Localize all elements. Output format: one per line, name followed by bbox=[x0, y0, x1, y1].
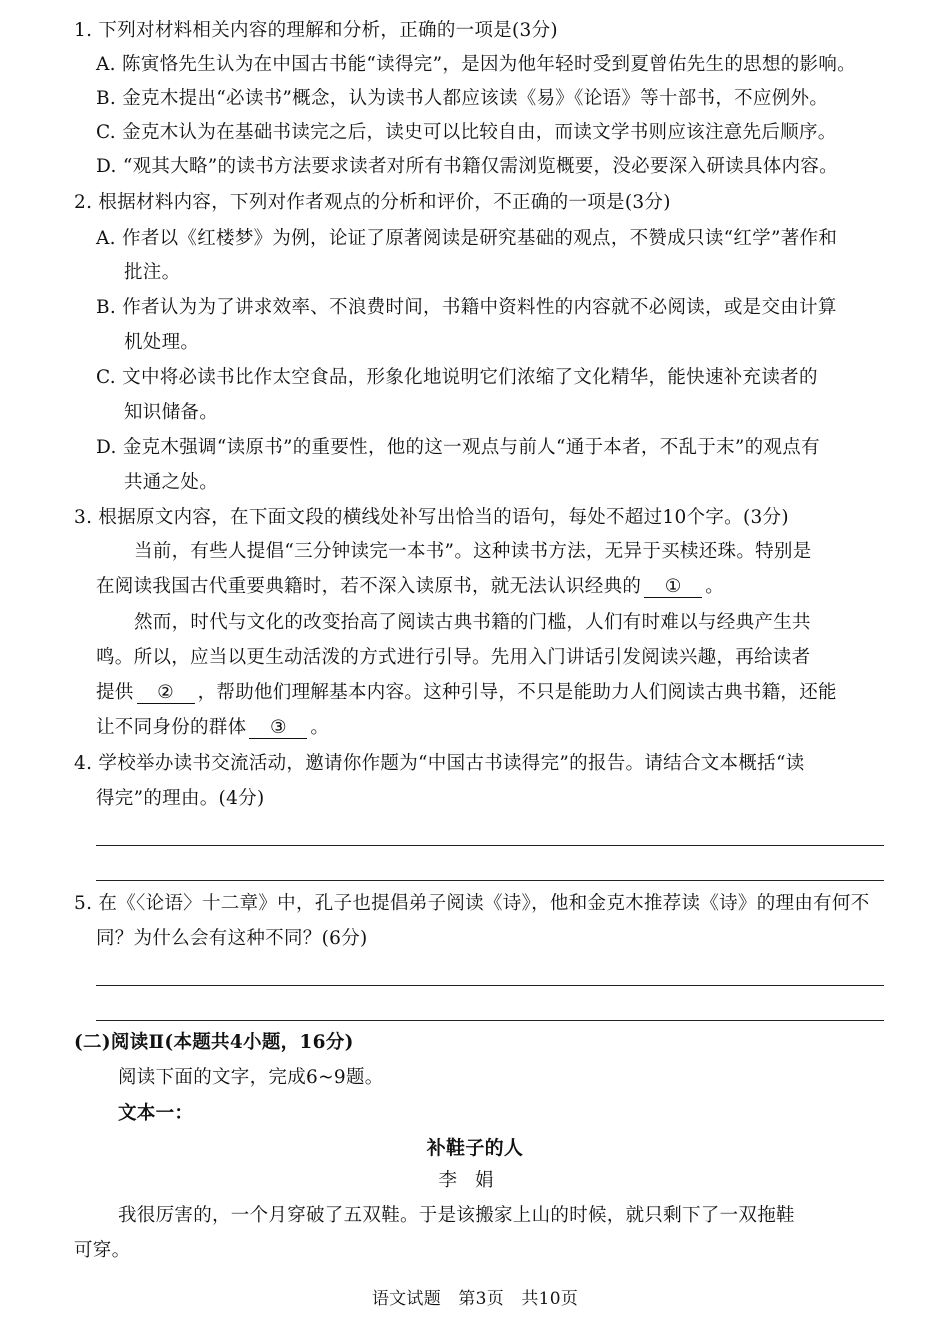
q5-answer-line-2[interactable] bbox=[96, 1020, 884, 1021]
q1-option-d: D. “观其大略”的读书方法要求读者对所有书籍仅需浏览概要，没必要深入研读具体内容。 bbox=[96, 156, 838, 177]
q2-option-b-line1: B. 作者认为为了讲求效率、不浪费时间，书籍中资料性的内容就不必阅读，或是交由计算 bbox=[96, 297, 837, 318]
story-body-line2: 可穿。 bbox=[74, 1240, 131, 1261]
text-one-label: 文本一： bbox=[118, 1103, 194, 1124]
q4-stem-line2: 得完”的理由。(4分) bbox=[96, 788, 265, 809]
q2-option-c-line1: C. 文中将必读书比作太空食品，形象化地说明它们浓缩了文化精华，能快速补充读者的 bbox=[96, 367, 818, 388]
q2-option-c-line2: 知识储备。 bbox=[124, 402, 219, 423]
q4-answer-line-1[interactable] bbox=[96, 845, 884, 846]
q2-option-a-line1: A. 作者以《红楼梦》为例，论证了原著阅读是研究基础的观点，不赞成只读“红学”著作和 bbox=[96, 228, 838, 249]
q3-passage-p2-line1: 然而，时代与文化的改变抬高了阅读古典书籍的门槛，人们有时难以与经典产生共 bbox=[134, 612, 811, 633]
q3-stem: 3. 根据原文内容，在下面文段的横线处补写出恰当的语句，每处不超过10个字。(3分) bbox=[74, 507, 789, 528]
answer-blank-2[interactable]: ② bbox=[137, 683, 195, 704]
q4-stem-line1: 4. 学校举办读书交流活动，邀请你作题为“中国古书读得完”的报告。请结合文本概括“读 bbox=[74, 753, 805, 774]
answer-blank-1[interactable]: ① bbox=[644, 577, 702, 598]
q1-option-a: A. 陈寅恪先生认为在中国古书能“读得完”，是因为他年轻时受到夏曾佑先生的思想的影响。 bbox=[96, 54, 856, 75]
q5-stem-line2: 同？为什么会有这种不同？(6分) bbox=[96, 928, 368, 949]
section2-header: (二)阅读Ⅱ(本题共4小题，16分) bbox=[74, 1032, 354, 1053]
q1-stem: 1. 下列对材料相关内容的理解和分析，正确的一项是(3分) bbox=[74, 20, 558, 41]
q3-passage-p2-line2: 鸣。所以，应当以更生动活泼的方式进行引导。先用入门讲话引发阅读兴趣，再给读者 bbox=[96, 647, 811, 668]
q3-passage-p1-line1: 当前，有些人提倡“三分钟读完一本书”。这种读书方法，无异于买椟还珠。特别是 bbox=[134, 541, 812, 562]
q3-text: ，帮助他们理解基本内容。这种引导，不只是能助力人们阅读古典书籍，还能 bbox=[197, 682, 837, 703]
q3-text: 在阅读我国古代重要典籍时，若不深入读原书，就无法认识经典的 bbox=[96, 576, 642, 597]
q3-text: 。 bbox=[310, 717, 330, 738]
answer-blank-3[interactable]: ③ bbox=[249, 718, 307, 739]
q1-option-b: B. 金克木提出“必读书”概念，认为读书人都应该读《易》《论语》等十部书，不应例外。 bbox=[96, 88, 829, 109]
q3-passage-p1-line2 bbox=[96, 574, 724, 600]
story-body-line1: 我很厉害的，一个月穿破了五双鞋。于是该搬家上山的时候，就只剩下了一双拖鞋 bbox=[118, 1205, 795, 1226]
q3-passage-p2-line3 bbox=[96, 680, 837, 706]
q3-passage-p2-line4 bbox=[96, 715, 329, 741]
q3-text: 。 bbox=[705, 576, 725, 597]
story-title: 补鞋子的人 bbox=[426, 1137, 524, 1159]
q5-answer-line-1[interactable] bbox=[96, 985, 884, 986]
q1-option-c: C. 金克木认为在基础书读完之后，读史可以比较自由，而读文学书则应该注意先后顺序。 bbox=[96, 122, 837, 143]
page-footer: 语文试题 第3页 共10页 bbox=[371, 1289, 579, 1309]
q2-stem: 2. 根据材料内容，下列对作者观点的分析和评价，不正确的一项是(3分) bbox=[74, 192, 671, 213]
q2-option-d-line1: D. 金克木强调“读原书”的重要性，他的这一观点与前人“通于本者，不乱于末”的观点有 bbox=[96, 437, 820, 458]
q2-option-a-line2: 批注。 bbox=[124, 262, 181, 283]
q2-option-d-line2: 共通之处。 bbox=[124, 472, 219, 493]
q3-text: 让不同身份的群体 bbox=[96, 717, 247, 738]
section2-instruction: 阅读下面的文字，完成6~9题。 bbox=[118, 1067, 384, 1088]
q5-stem-line1: 5. 在《〈论语〉十二章》中，孔子也提倡弟子阅读《诗》，他和金克木推荐读《诗》的理由有何不 bbox=[74, 893, 870, 914]
story-author: 李娟 bbox=[438, 1170, 512, 1191]
q4-answer-line-2[interactable] bbox=[96, 880, 884, 881]
q3-text: 提供 bbox=[96, 682, 134, 703]
q2-option-b-line2: 机处理。 bbox=[124, 332, 200, 353]
